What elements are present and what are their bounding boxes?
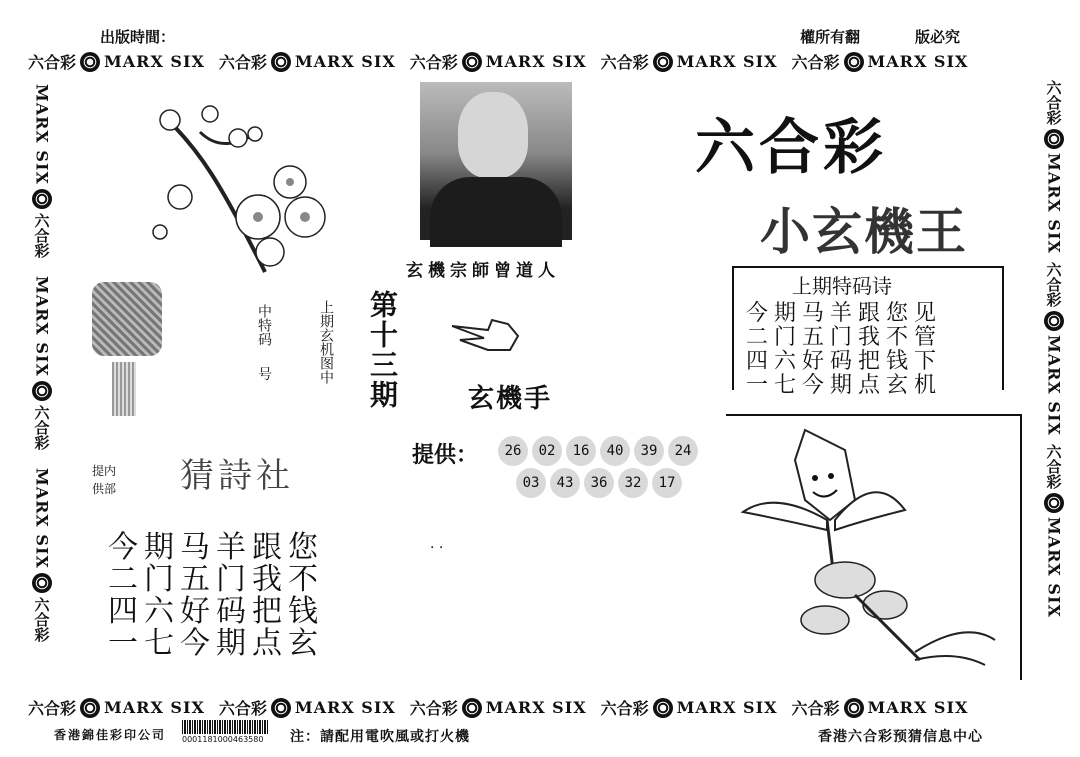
border-marx: MARX SIX <box>32 467 52 569</box>
border-liuhe: 六合彩 <box>32 212 51 258</box>
last-poem-title: 上期特码诗 <box>792 274 892 298</box>
border-marx: MARX SIX <box>1044 153 1064 254</box>
border-liuhe: 六合彩 <box>409 53 458 72</box>
flower-icon <box>32 189 52 209</box>
number-ball: 39 <box>634 436 664 466</box>
number-ball: 26 <box>498 436 528 466</box>
hand-gesture-icon <box>448 310 522 356</box>
portrait-body <box>430 177 562 247</box>
plum-blossom-illustration <box>140 92 340 282</box>
flower-icon <box>844 698 864 718</box>
number-ball: 16 <box>566 436 596 466</box>
border-liuhe: 六合彩 <box>791 699 840 718</box>
flower-icon <box>80 698 100 718</box>
barcode-number: 0001181000463580 <box>182 735 264 744</box>
hao-label: 号 <box>258 367 272 383</box>
border-liuhe: 六合彩 <box>32 404 51 450</box>
border-marx: MARX SIX <box>485 698 587 717</box>
border-liuhe: 六合彩 <box>791 53 840 72</box>
last-poem-line: 四六好码把钱下 <box>746 349 943 374</box>
top-border <box>28 50 968 73</box>
flower-icon <box>271 52 291 72</box>
provider-label: 提供： <box>412 442 479 468</box>
seal-stamp <box>92 282 162 356</box>
seal-handle <box>112 362 136 416</box>
number-ball: 24 <box>668 436 698 466</box>
border-marx: MARX SIX <box>32 84 52 185</box>
flower-icon <box>1044 129 1064 149</box>
border-marx: MARX SIX <box>294 698 396 717</box>
border-liuhe: 六合彩 <box>32 596 51 642</box>
center-name: 香港六合彩预猜信息中心 <box>818 729 983 745</box>
flower-icon <box>80 52 100 72</box>
flower-icon <box>653 698 673 718</box>
last-poem-line: 一七今期点玄机 <box>746 373 943 398</box>
last-poem-line: 今期马羊跟您见 <box>746 301 943 326</box>
border-liuhe: 六合彩 <box>28 699 77 718</box>
copyright-left: 權所有翻 <box>800 28 861 46</box>
border-marx: MARX SIX <box>867 698 969 717</box>
issue-number: 第十三期 <box>366 290 399 410</box>
number-ball: 02 <box>532 436 562 466</box>
flower-icon <box>32 573 52 593</box>
printer-name: 香港錦佳彩印公司 <box>54 728 167 742</box>
poem-line: 今期马羊跟您 <box>108 530 324 565</box>
border-liuhe: 六合彩 <box>1044 261 1063 307</box>
special-code-label: 中特码 <box>256 304 272 346</box>
flower-icon <box>271 698 291 718</box>
number-ball: 40 <box>600 436 630 466</box>
border-liuhe: 六合彩 <box>28 53 77 72</box>
decorative-dots: · · <box>430 540 444 556</box>
last-poem-line: 二门五门我不管 <box>746 325 943 350</box>
border-marx: MARX SIX <box>1044 334 1064 436</box>
flower-icon <box>462 698 482 718</box>
border-marx: MARX SIX <box>1044 516 1064 618</box>
last-chart-label: 上期玄机图中 <box>318 300 334 384</box>
number-ball: 32 <box>618 468 648 498</box>
border-liuhe: 六合彩 <box>600 699 649 718</box>
portrait-face <box>458 92 528 178</box>
flower-icon <box>1044 493 1064 513</box>
poem-line: 二门五门我不 <box>108 562 324 597</box>
number-ball: 43 <box>550 468 580 498</box>
border-liuhe: 六合彩 <box>1044 443 1063 489</box>
flower-icon <box>462 52 482 72</box>
last-poem-box <box>732 266 1004 398</box>
copyright-right: 版必究 <box>915 28 961 46</box>
internal-bottom: 供部 <box>92 482 117 496</box>
border-marx: MARX SIX <box>294 52 396 71</box>
right-border <box>1040 76 1068 622</box>
border-marx: MARX SIX <box>104 52 205 71</box>
number-row-1 <box>498 436 702 466</box>
smiling-flower-illustration <box>735 420 1005 670</box>
border-liuhe: 六合彩 <box>409 699 458 718</box>
flower-icon <box>653 52 673 72</box>
poem <box>108 532 324 660</box>
society-name: 猜詩社 <box>180 456 294 496</box>
left-border <box>28 80 56 646</box>
border-liuhe: 六合彩 <box>218 699 267 718</box>
number-ball: 03 <box>516 468 546 498</box>
border-marx: MARX SIX <box>676 698 778 717</box>
number-ball: 36 <box>584 468 614 498</box>
border-marx: MARX SIX <box>676 52 778 71</box>
usage-note: 注：請配用電吹風或打火機 <box>290 729 470 745</box>
number-ball: 17 <box>652 468 682 498</box>
border-marx: MARX SIX <box>485 52 587 71</box>
portrait-photo <box>420 82 572 240</box>
border-marx: MARX SIX <box>32 275 52 377</box>
internal-top: 提内 <box>92 464 117 478</box>
flower-icon <box>32 381 52 401</box>
poem-line: 一七今期点玄 <box>108 626 324 661</box>
barcode <box>182 720 268 734</box>
bottom-border <box>28 696 968 719</box>
border-liuhe: 六合彩 <box>1044 80 1063 125</box>
poem-line: 四六好码把钱 <box>108 594 324 629</box>
main-title: 六合彩 <box>695 113 887 183</box>
xuanji-hand-label: 玄機手 <box>468 384 553 414</box>
border-liuhe: 六合彩 <box>600 53 649 72</box>
border-liuhe: 六合彩 <box>218 53 267 72</box>
flower-icon <box>1044 311 1064 331</box>
border-marx: MARX SIX <box>104 698 205 717</box>
border-marx: MARX SIX <box>867 52 969 71</box>
flower-icon <box>844 52 864 72</box>
publish-time-label: 出版時間： <box>100 28 176 46</box>
portrait-caption: 玄機宗師曾道人 <box>406 261 560 281</box>
number-row-2 <box>516 468 686 498</box>
sub-title: 小玄機王 <box>760 203 968 261</box>
